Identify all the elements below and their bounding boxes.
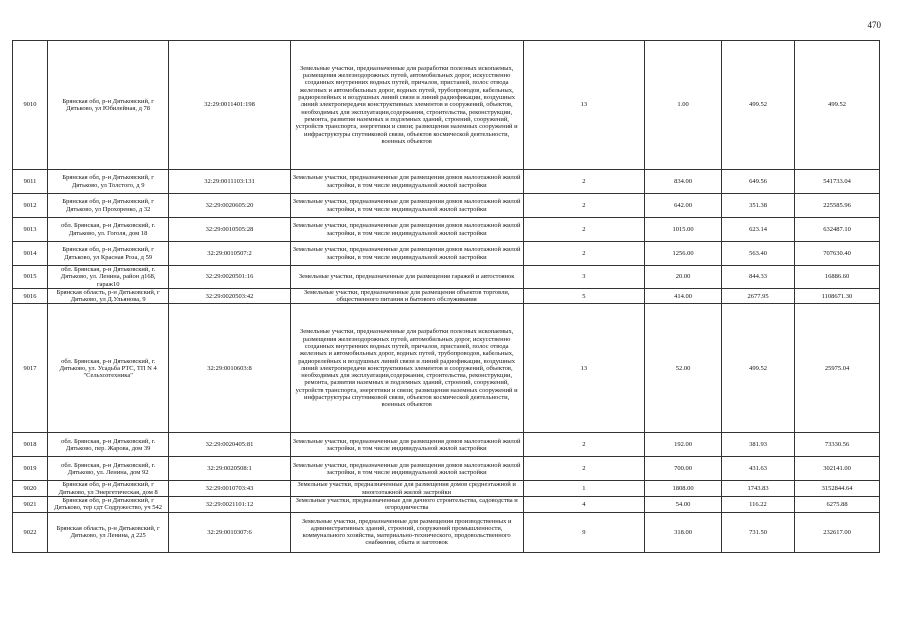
- cell-num: 9010: [13, 41, 48, 170]
- table-row: [13, 266, 880, 289]
- cell-category: 2: [523, 194, 644, 218]
- cell-area: 700.00: [645, 457, 722, 481]
- cell-value: 541733.04: [795, 170, 880, 194]
- cell-use: Земельные участки, предназначенные для размещения домов малоэтажной жилой застройки, в том числе индивидуальной жилой застройки: [290, 457, 523, 481]
- cell-price: 731.50: [722, 512, 795, 552]
- table-row: [13, 481, 880, 497]
- cell-area: 642.00: [645, 194, 722, 218]
- cell-address: обл. Брянская, р-н Дятьковский, г. Дятьково, пер. Жарова, дом 39: [48, 433, 169, 457]
- cell-price: 844.33: [722, 266, 795, 289]
- cell-price: 381.93: [722, 433, 795, 457]
- table-row: [13, 304, 880, 433]
- cell-num: 9021: [13, 497, 48, 513]
- cell-use: Земельные участки, предназначенные для размещения объектов торговли, общественного питания и бытового обслуживания: [290, 288, 523, 304]
- cell-address: обл. Брянская, р-н Дятьковский, г. Дятьково, ул. Ленина, дом 92: [48, 457, 169, 481]
- table-row: [13, 497, 880, 513]
- cell-num: 9018: [13, 433, 48, 457]
- cell-cadastral: 32:29:0020508:1: [169, 457, 290, 481]
- cell-value: 232617.00: [795, 512, 880, 552]
- cell-num: 9012: [13, 194, 48, 218]
- cell-use: Земельные участки, предназначенные для размещения домов малоэтажной жилой застройки, в том числе индивидуальной жилой застройки: [290, 218, 523, 242]
- cell-area: 1256.00: [645, 242, 722, 266]
- cell-cadastral: 32:29:0020503:42: [169, 288, 290, 304]
- table-row: [13, 242, 880, 266]
- cell-area: 834.00: [645, 170, 722, 194]
- cell-area: 1015.00: [645, 218, 722, 242]
- table-row: [13, 457, 880, 481]
- cell-area: 20.00: [645, 266, 722, 289]
- table-row: [13, 512, 880, 552]
- cell-num: 9013: [13, 218, 48, 242]
- cell-area: 192.00: [645, 433, 722, 457]
- cell-value: 6275.88: [795, 497, 880, 513]
- cell-use: Земельные участки, предназначенные для разработки полезных ископаемых, размещения железнодорожных путей, автомобильных дорог, искусственно созданных внутренних водных путей, причалов, пристаней, полос отвода железных и автомобильных дорог, водных путей, трубопроводов, кабельных, радиорелейных и воздушных линий связи и линий радиофикации, воздушных линий электропередачи конструктивных элементов и сооружений, объектов, необходимых для эксплуатации,содержания, строительства, реконструкции, ремонта, развития наземных и подземных зданий, строений, сооружений, устройств транспорта, энергетики и связи; размещения наземных сооружений и инфраструктуры спутниковой связи, объектов космической деятельности, военных объектов: [290, 41, 523, 170]
- cell-value: 707630.40: [795, 242, 880, 266]
- cell-value: 73330.56: [795, 433, 880, 457]
- cell-cadastral: 32:29:0020405:81: [169, 433, 290, 457]
- cell-cadastral: 32:29:0010307:6: [169, 512, 290, 552]
- cell-category: 4: [523, 497, 644, 513]
- cell-use: Земельные участки, предназначенные для размещения домов малоэтажной жилой застройки, в том числе индивидуальной жилой застройки: [290, 170, 523, 194]
- cell-category: 2: [523, 170, 644, 194]
- cell-value: 499.52: [795, 41, 880, 170]
- cell-category: 13: [523, 304, 644, 433]
- cell-num: 9011: [13, 170, 48, 194]
- cell-area: 54.00: [645, 497, 722, 513]
- cell-price: 499.52: [722, 304, 795, 433]
- cell-category: 5: [523, 288, 644, 304]
- cell-address: обл. Брянская, р-н Дятьковский, г. Дятьково, ул. Ленина, район д168, гараж10: [48, 266, 169, 289]
- cell-value: 1108671.30: [795, 288, 880, 304]
- cell-address: Брянская обл, р-н Дятьковский, г Дятьково, ул Юбилейная, д 78: [48, 41, 169, 170]
- cell-category: 1: [523, 481, 644, 497]
- cell-num: 9016: [13, 288, 48, 304]
- table-row: [13, 218, 880, 242]
- cell-category: 9: [523, 512, 644, 552]
- cell-cadastral: 32:29:0020605:20: [169, 194, 290, 218]
- cell-area: 1808.00: [645, 481, 722, 497]
- cell-price: 2677.95: [722, 288, 795, 304]
- land-registry-table: [12, 40, 880, 553]
- cell-use: Земельные участки, предназначенные для размещения домов малоэтажной жилой застройки, в том числе индивидуальной жилой застройки: [290, 194, 523, 218]
- cell-address: Брянская обл, р-н Дятьковский, г Дятьково, ул Энергетическая, дом 8: [48, 481, 169, 497]
- cell-address: Брянская область, р-н Дятьковский, г Дятьково, ул Ленина, д 225: [48, 512, 169, 552]
- cell-use: Земельные участки, предназначенные для размещения домов малоэтажной жилой застройки, в том числе индивидуальной жилой застройки: [290, 433, 523, 457]
- cell-value: 302141.00: [795, 457, 880, 481]
- cell-category: 13: [523, 41, 644, 170]
- cell-category: 3: [523, 266, 644, 289]
- cell-address: обл. Брянская, р-н Дятьковский, г. Дятьково, ул. Усадьба РТС, ТП N 4 "Сельхозтехника": [48, 304, 169, 433]
- cell-price: 431.63: [722, 457, 795, 481]
- cell-use: Земельные участки, предназначенные для дачного строительства, садоводства и огородничества: [290, 497, 523, 513]
- cell-num: 9022: [13, 512, 48, 552]
- cell-area: 318.00: [645, 512, 722, 552]
- cell-cadastral: 32:29:0020501:16: [169, 266, 290, 289]
- cell-cadastral: 32:29:0010505:28: [169, 218, 290, 242]
- cell-category: 2: [523, 433, 644, 457]
- page-number: 470: [867, 20, 881, 30]
- cell-price: 623.14: [722, 218, 795, 242]
- cell-price: 649.56: [722, 170, 795, 194]
- cell-cadastral: 32:29:0021101:12: [169, 497, 290, 513]
- cell-category: 2: [523, 218, 644, 242]
- cell-num: 9017: [13, 304, 48, 433]
- cell-address: Брянская обл, р-н Дятьковский, г Дятьково, тер сдт Содружество, уч 542: [48, 497, 169, 513]
- table-row: [13, 194, 880, 218]
- cell-area: 52.00: [645, 304, 722, 433]
- cell-cadastral: 32:29:0011103:131: [169, 170, 290, 194]
- cell-num: 9015: [13, 266, 48, 289]
- cell-use: Земельные участки, предназначенные для размещения гаражей и автостоянок: [290, 266, 523, 289]
- cell-use: Земельные участки, предназначенные для размещения домов среднеэтажной и многоэтажной жилой застройки: [290, 481, 523, 497]
- cell-address: Брянская обл, р-н Дятьковский, г Дятьково, ул Толстого, д 9: [48, 170, 169, 194]
- cell-area: 414.00: [645, 288, 722, 304]
- cell-num: 9020: [13, 481, 48, 497]
- cell-cadastral: 32:29:0010507:2: [169, 242, 290, 266]
- cell-category: 2: [523, 242, 644, 266]
- cell-value: 632487.10: [795, 218, 880, 242]
- cell-cadastral: 32:29:0011401:198: [169, 41, 290, 170]
- cell-price: 116.22: [722, 497, 795, 513]
- cell-value: 225585.96: [795, 194, 880, 218]
- cell-value: 16886.60: [795, 266, 880, 289]
- cell-num: 9014: [13, 242, 48, 266]
- cell-price: 351.38: [722, 194, 795, 218]
- table-row: [13, 433, 880, 457]
- cell-price: 499.52: [722, 41, 795, 170]
- cell-value: 3152844.64: [795, 481, 880, 497]
- table-row: [13, 170, 880, 194]
- cell-category: 2: [523, 457, 644, 481]
- cell-cadastral: 32:29:0010603:8: [169, 304, 290, 433]
- cell-price: 1743.83: [722, 481, 795, 497]
- cell-address: обл. Брянская, р-н Дятьковский, г. Дятьково, ул. Гоголя, дом 18: [48, 218, 169, 242]
- cell-address: Брянская обл, р-н Дятьковский, г Дятьково, ул Красная Роза, д 59: [48, 242, 169, 266]
- cell-price: 563.40: [722, 242, 795, 266]
- cell-address: Брянская область, р-н Дятьковский, г Дятьково, ул Д.Ульянова, 9: [48, 288, 169, 304]
- cell-use: Земельные участки, предназначенные для размещения производственных и административных зданий, строений, сооружений промышленности, коммунального хозяйства, материально-технического, продовольственного снабжения, сбыта и заготовок: [290, 512, 523, 552]
- table-row: [13, 288, 880, 304]
- table-body: [13, 41, 880, 553]
- table-row: [13, 41, 880, 170]
- cell-address: Брянская обл, р-н Дятьковский, г Дятьково, ул Прохоренко, д 32: [48, 194, 169, 218]
- cell-cadastral: 32:29:0010703:43: [169, 481, 290, 497]
- cell-use: Земельные участки, предназначенные для разработки полезных ископаемых, размещения железнодорожных путей, автомобильных дорог, искусственно созданных внутренних водных путей, причалов, пристаней, полос отвода железных и автомобильных дорог, водных путей, трубопроводов, кабельных, радиорелейных и воздушных линий связи и линий радиофикации, воздушных линий электропередачи конструктивных элементов и сооружений, объектов, необходимых для эксплуатации,содержания, строительства, реконструкции, ремонта, развития наземных и подземных зданий, строений, сооружений, устройств транспорта, энергетики и связи; размещения наземных сооружений и инфраструктуры спутниковой связи, объектов космической деятельности, военных объектов: [290, 304, 523, 433]
- cell-num: 9019: [13, 457, 48, 481]
- cell-use: Земельные участки, предназначенные для размещения домов малоэтажной жилой застройки, в том числе индивидуальной жилой застройки: [290, 242, 523, 266]
- cell-area: 1.00: [645, 41, 722, 170]
- cell-value: 25975.04: [795, 304, 880, 433]
